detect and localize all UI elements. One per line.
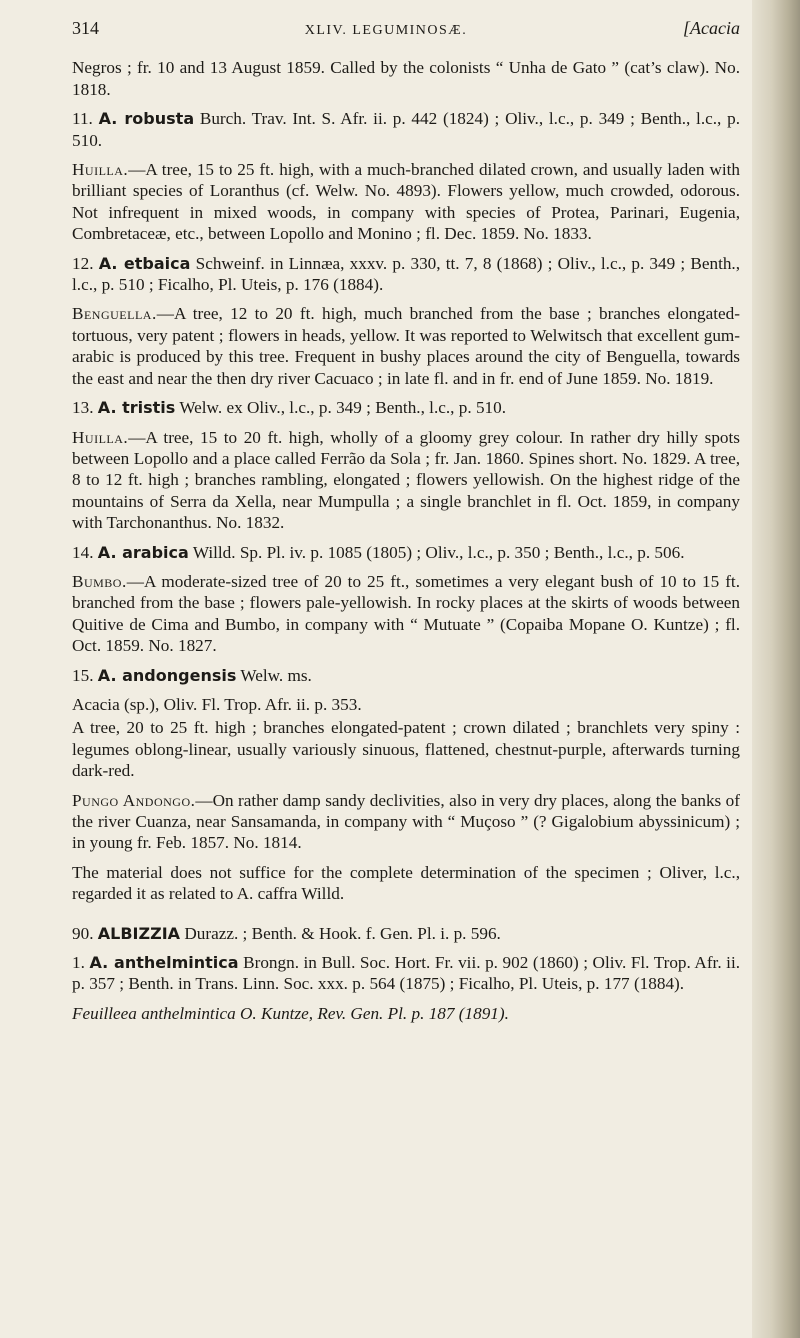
- species-15: [72, 665, 740, 686]
- albizzia-synonym: [72, 1003, 740, 1024]
- description-text: —A moderate-sized tree of 20 to 25 ft., sometimes a very elegant bush of 10 to 15 ft. branched from the base ; flowers pale-yellowish. In rocky places at the skirts of woods between Quitive de Cima and Bumbo, in company with “ Mutuate ” (Copaiba Mopane O. Kuntze) ; fl. Oct. 1859. No. 1827.: [72, 571, 740, 656]
- book-page: [72, 18, 740, 1032]
- species-citation: Schweinf. in Linnæa, xxxv. p. 330, tt. 7, 8 (1868) ; Oliv., l.c., p. 349 ; Benth., l.c., p. 510 ; Ficalho, Pl. Uteis, p. 176 (1884).: [72, 253, 741, 295]
- genus-name: ALBIZZIA: [97, 923, 181, 943]
- locality: Benguella.: [72, 304, 157, 324]
- albizzia-species-1: [72, 952, 740, 995]
- locality: Bumbo.: [72, 571, 127, 591]
- species-citation: Willd. Sp. Pl. iv. p. 1085 (1805) ; Oliv., l.c., p. 350 ; Benth., l.c., p. 506.: [192, 542, 685, 562]
- species-number: 1.: [72, 953, 85, 973]
- synonym-text: Feuilleea anthelmintica O. Kuntze, Rev. Gen. Pl. p. 187 (1891).: [72, 1003, 509, 1023]
- species-citation: Burch. Trav. Int. S. Afr. ii. p. 442 (1824) ; Oliv., l.c., p. 349 ; Benth., l.c., p. 510.: [72, 109, 740, 150]
- species-name: A. tristis: [97, 398, 176, 418]
- page-header: [72, 18, 740, 41]
- species-number: 11.: [72, 109, 93, 129]
- species-citation: Welw. ex Oliv., l.c., p. 349 ; Benth., l.c., p. 510.: [179, 398, 507, 418]
- species-15-morphology: A tree, 20 to 25 ft. high ; branches elongated-patent ; crown dilated ; branchlets very spiny : legumes oblong-linear, usually variously sinuous, flattened, chestnut-purple, afterwards turning dark-red.: [72, 718, 740, 781]
- description-text: —A tree, 12 to 20 ft. high, much branched from the base ; branches elongated-tortuous, very patent ; flowers in heads, yellow. It was reported to Welwitsch that excellent gum-arabic is produced by this tree. Frequent in bushy places around the city of Benguella, towards the east and near the then dry river Cacuaco ; in late fl. and in fr. end of June 1859. No. 1819.: [72, 304, 740, 388]
- genus-head: [Acacia: [683, 18, 740, 38]
- genus-citation: Durazz. ; Benth. & Hook. f. Gen. Pl. i. p. 596.: [184, 923, 501, 943]
- continued-paragraph: Negros ; fr. 10 and 13 August 1859. Called by the colonists “ Unha de Gato ” (cat’s claw). No. 1818.: [72, 58, 740, 99]
- species-name: A. andongensis: [97, 665, 237, 685]
- description-text: —On rather damp sandy declivities, also in very dry places, along the banks of the river Cuanza, near Sansamanda, in company with “ Muçoso ” (? Gigalobium abyssinicum) ; in young fr. Feb. 1857. No. 1814.: [72, 790, 740, 853]
- genus-number: 90.: [72, 923, 94, 943]
- species-11-description: [72, 159, 740, 245]
- species-name: A. anthelmintica: [89, 953, 239, 973]
- description-text: —A tree, 15 to 20 ft. high, wholly of a gloomy grey colour. In rather dry hilly spots between Lopollo and a place called Ferrão da Sola ; fr. Jan. 1860. Spines short. No. 1829. A tree, 8 to 12 ft. high ; branches rambling, elongated ; flowers yellowish. On the highest ridge of the mountains of Serra da Xella, near Mumpulla ; a single branchlet in fl. Oct. 1859, in company with Tarchonanthus. No. 1832.: [72, 427, 740, 533]
- description-text: —A tree, 15 to 25 ft. high, with a much-branched dilated crown, and usually laden with brilliant species of Loranthus (cf. Welw. No. 4893). Flowers yellow, much crowded, odorous. Not infrequent in mixed woods, in company with species of Protea, Parinari, Eugenia, Combretaceæ, etc., between Lopollo and Monino ; fl. Dec. 1859. No. 1833.: [72, 160, 740, 244]
- species-number: 14.: [72, 542, 94, 562]
- running-head: XLIV. LEGUMINOSÆ.: [304, 23, 468, 38]
- species-14-description: [72, 571, 740, 657]
- species-number: 13.: [72, 398, 94, 418]
- species-15-description: [72, 790, 740, 854]
- page-edge-shadow: [752, 0, 800, 1338]
- species-citation: Brongn. in Bull. Soc. Hort. Fr. vii. p. 902 (1860) ; Oliv. Fl. Trop. Afr. ii. p. 357 ; Benth. in Trans. Linn. Soc. xxx. p. 564 (1875) ; Ficalho, Pl. Uteis, p. 177 (1884).: [72, 953, 741, 994]
- locality: Huilla.: [72, 160, 129, 180]
- species-12: [72, 253, 740, 296]
- species-11: [72, 108, 740, 151]
- species-12-description: [72, 303, 740, 389]
- locality: Pungo Andongo.: [72, 790, 196, 810]
- genus-90-heading: [72, 923, 740, 944]
- species-13-description: [72, 427, 740, 534]
- species-name: A. arabica: [97, 542, 189, 562]
- species-number: 15.: [72, 665, 94, 685]
- species-15-note: The material does not suffice for the complete determination of the specimen ; Oliver, l.c., regarded it as related to A. caffra Willd.: [72, 862, 740, 904]
- species-citation: Welw. ms.: [240, 665, 312, 685]
- species-15-synonym: Acacia (sp.), Oliv. Fl. Trop. Afr. ii. p. 353.: [72, 694, 362, 714]
- species-14: [72, 542, 740, 563]
- locality: Huilla.: [72, 427, 129, 447]
- species-13: [72, 397, 740, 418]
- species-number: 12.: [72, 253, 94, 273]
- species-name: A. etbaica: [98, 253, 191, 273]
- page-number: 314: [72, 18, 99, 38]
- species-name: A. robusta: [98, 109, 195, 129]
